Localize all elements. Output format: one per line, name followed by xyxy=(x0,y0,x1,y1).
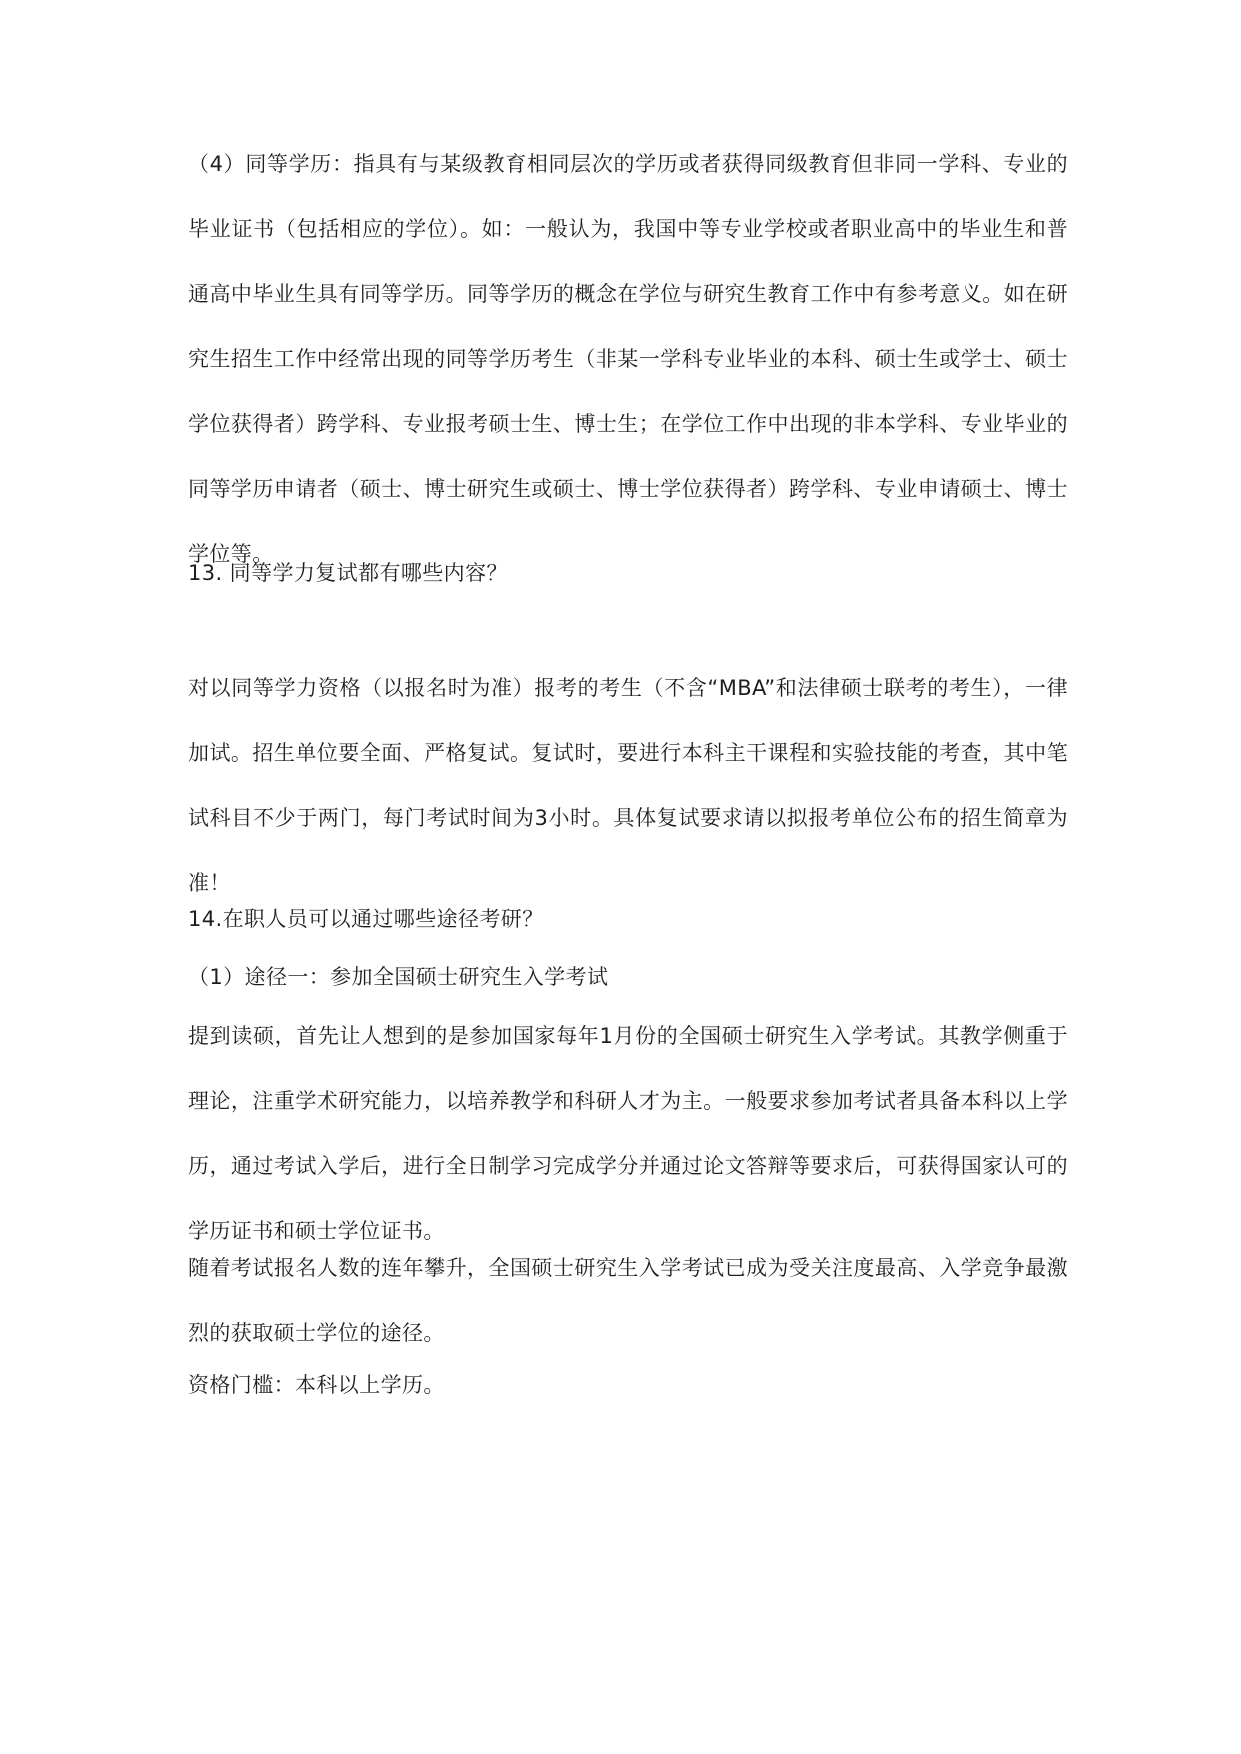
paragraph-eligibility: 资格门槛：本科以上学历。 xyxy=(188,1373,445,1397)
paragraph-equivalent-education: （4）同等学历：指具有与某级教育相同层次的学历或者获得同级教育但非同一学科、专业的毕业证书（包括相应的学位）。如：一般认为，我国中等专业学校或者职业高中的毕业生和普通高中毕业生具有同等学历。同等学历的概念在学位与研究生教育工作中有参考意义。如在研究生招生工作中经常出现的同等学历考生（非某一学科专业毕业的本科、硕士生或学士、硕士学位获得者）跨学科、专业报考硕士生、博士生；在学位工作中出现的非本学科、专业毕业的同等学历申请者（硕士、博士研究生或硕士、博士学位获得者）跨学科、专业申请硕士、博士学位等。 xyxy=(188,152,1068,566)
paragraph-retest-content: 对以同等学力资格（以报名时为准）报考的考生（不含“MBA”和法律硕士联考的考生），一律加试。招生单位要全面、严格复试。复试时，要进行本科主干课程和实验技能的考查，其中笔试科目不少于两门，每门考试时间为3小时。具体复试要求请以拟报考单位公布的招生简章为准！ xyxy=(188,676,1068,895)
heading-question-13: 13. 同等学力复试都有哪些内容？ xyxy=(188,561,508,585)
paragraph-national-exam: 提到读硕，首先让人想到的是参加国家每年1月份的全国硕士研究生入学考试。其教学侧重于理论，注重学术研究能力，以培养教学和科研人才为主。一般要求参加考试者具备本科以上学历，通过考试入学后，进行全日制学习完成学分并通过论文答辩等要求后，可获得国家认可的学历证书和硕士学位证书。 xyxy=(188,1024,1068,1243)
paragraph-exam-popularity: 随着考试报名人数的连年攀升，全国硕士研究生入学考试已成为受关注度最高、入学竞争最激烈的获取硕士学位的途径。 xyxy=(188,1256,1068,1345)
subheading-route-1: （1）途径一：参加全国硕士研究生入学考试 xyxy=(188,965,609,989)
heading-question-14: 14.在职人员可以通过哪些途径考研？ xyxy=(188,907,544,931)
